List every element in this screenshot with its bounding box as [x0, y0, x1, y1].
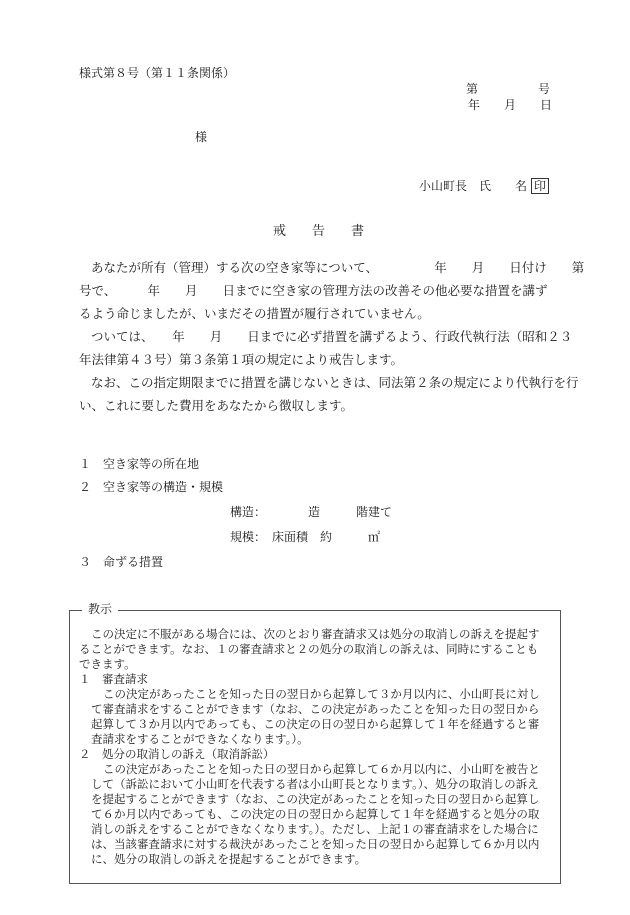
- notice-line: は、当該審査請求に対する裁決があったことを知った日の翌日から起算して６か月以内: [91, 837, 540, 851]
- notice-line: 査請求をすることができなくなります。）。: [91, 732, 309, 746]
- notice-line: 消しの訴えをすることができなくなります。）。ただし、上記１の審査請求をした場合に: [91, 822, 539, 836]
- body-line-1: あなたが所有（管理）する次の空き家等について、 年 月 日付け 第: [91, 260, 585, 275]
- item-2-structure-scale: ２ 空き家等の構造・規模: [79, 480, 224, 494]
- notice-line: て６か月以内であっても、この決定の日の翌日から起算して１年を経過すると処分の取: [91, 807, 540, 821]
- seal-mark: 印: [531, 178, 549, 194]
- notice-line: この決定があったことを知った日の翌日から起算して３か月以内に、小山町長に対し: [103, 687, 540, 701]
- notice-line: この決定があったことを知った日の翌日から起算して６か月以内に、小山町を被告と: [103, 762, 540, 776]
- notice-line: て審査請求をすることができます（なお、この決定があったことを知った日の翌日から: [91, 702, 540, 716]
- scale-line: 規模： 床面積 約 ㎡: [230, 530, 381, 544]
- body-line-4: ついては、 年 月 日までに必ず措置を講ずるよう、行政代執行法（昭和２３: [91, 329, 573, 344]
- notice-line: を提起することができます（なお、この決定があったことを知った日の翌日から起算し: [91, 792, 540, 806]
- body-line-7: い、これに要した費用をあなたから徴収します。: [79, 398, 354, 413]
- notice-line: 起算して３か月以内であっても、この決定の日の翌日から起算して１年を経過すると審: [91, 717, 540, 731]
- item-3-required-measures: ３ 命ずる措置: [79, 555, 164, 569]
- item-1-location: １ 空き家等の所在地: [79, 457, 200, 471]
- document-title: 戒 告 書: [273, 224, 365, 239]
- notice-heading-lawsuit: ２ 処分の取消しの訴え（取消訴訟）: [79, 747, 275, 761]
- notice-line: して（訴訟において小山町を代表する者は小山町長となります。）、処分の取消しの訴え: [91, 777, 539, 791]
- notice-label: 教示: [82, 601, 118, 617]
- notice-line: に、処分の取消しの訴えを提起することができます。: [91, 852, 367, 866]
- body-line-2: 号で、 年 月 日までに空き家の管理方法の改善その他必要な措置を講ず: [79, 283, 548, 298]
- body-line-3: るよう命じましたが、いまだその措置が履行されていません。: [79, 306, 430, 321]
- notice-line: できます。: [79, 657, 136, 671]
- structure-line: 構造： 造 階建て: [230, 505, 393, 519]
- sender-name: 小山町長 氏 名: [419, 179, 528, 193]
- sender-line: [419, 178, 549, 194]
- document-date: 年 月 日: [468, 98, 553, 112]
- form-number: 様式第８号（第１１条関係）: [79, 66, 236, 80]
- recipient-suffix: 様: [195, 130, 208, 144]
- body-line-5: 年法律第４３号）第３条第１項の規定により戒告します。: [79, 352, 404, 367]
- body-line-6: なお、この指定期限までに措置を講じないときは、同法第２条の規定により代執行を行: [91, 375, 579, 390]
- notice-heading-review: １ 審査請求: [79, 672, 148, 686]
- notice-line: この決定に不服がある場合には、次のとおり審査請求又は処分の取消しの訴えを提起す: [91, 627, 540, 641]
- notice-line: ることができます。なお、１の審査請求と２の処分の取消しの訴えは、同時にすることも: [79, 642, 539, 656]
- document-number: 第 号: [466, 82, 551, 96]
